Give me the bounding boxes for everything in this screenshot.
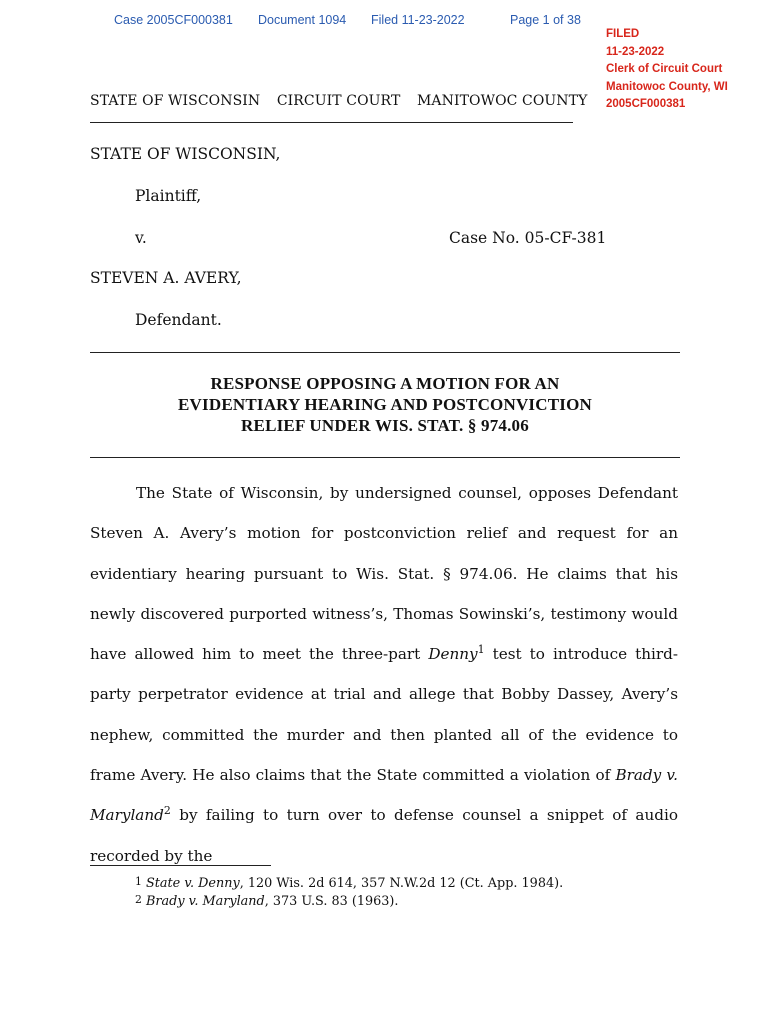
stamp-clerk: Clerk of Circuit Court: [606, 63, 723, 75]
body-text-part-3: by failing to turn over to defense counsel a snippet of audio recorded by the: [90, 806, 678, 865]
body-paragraph: [90, 473, 678, 876]
title-line-2: EVIDENTIARY HEARING AND POSTCONVICTION: [178, 395, 592, 414]
denny-citation: Denny: [428, 645, 478, 664]
footnote-2-case: Brady v. Maryland: [146, 894, 265, 909]
header-page-count: Page 1 of 38: [510, 13, 581, 27]
court-name: CIRCUIT COURT: [276, 93, 401, 109]
defendant-role: Defendant.: [135, 311, 222, 329]
title-line-3: RELIEF UNDER WIS. STAT. § 974.06: [241, 416, 529, 435]
stamp-filed: FILED: [606, 28, 640, 40]
plaintiff-role: Plaintiff,: [135, 187, 202, 205]
body-text: [90, 473, 678, 876]
court-line-rule: [90, 122, 573, 123]
court-line: [90, 93, 599, 109]
stamp-county: Manitowoc County, WI: [606, 80, 728, 93]
stamp-date: 11-23-2022: [606, 45, 665, 58]
filed-stamp: [606, 26, 728, 114]
court-county: MANITOWOC COUNTY: [416, 93, 588, 109]
footnote-ref-2[interactable]: 2: [163, 804, 171, 818]
header-filed-date: Filed 11-23-2022: [371, 13, 465, 27]
title-line-1: RESPONSE OPPOSING A MOTION FOR AN: [210, 374, 560, 393]
case-number: Case No. 05-CF-381: [449, 229, 607, 247]
footnote-separator: [90, 865, 271, 866]
header-case-number: Case 2005CF000381: [114, 13, 233, 27]
stamp-case: 2005CF000381: [606, 98, 686, 110]
body-text-part-2: test to introduce third-party perpetrator evidence at trial and allege that Bobby Dassey, Avery’s nephew, committed the murder and then planted all of the evidence to frame Avery. He also claims that the State committed a violation of: [90, 645, 678, 785]
plaintiff-name: STATE OF WISCONSIN,: [90, 145, 281, 163]
court-state: STATE OF WISCONSIN: [90, 93, 261, 109]
footnote-2: [135, 893, 563, 911]
versus: v.: [135, 229, 147, 247]
footnote-1-case: State v. Denny: [146, 876, 240, 891]
defendant-name: STEVEN A. AVERY,: [90, 269, 242, 287]
footnotes: [135, 875, 563, 911]
footnote-number-1: 1: [135, 875, 142, 888]
document-title: [90, 373, 680, 436]
header-document-number: Document 1094: [258, 13, 347, 27]
footnote-2-cite: , 373 U.S. 83 (1963).: [264, 894, 399, 909]
body-text-part-1: The State of Wisconsin, by undersigned counsel, opposes Defendant Steven A. Avery’s motion for postconviction relief and request for an evidentiary hearing pursuant to Wis. Stat. § 974.06. He claims that his newly discovered purported witness’s, Thomas Sowinski’s, testimony would have allowed him to meet the three-part: [90, 484, 678, 664]
caption-rule-top: [90, 352, 680, 353]
footnote-1: [135, 875, 563, 893]
footnote-1-cite: , 120 Wis. 2d 614, 357 N.W.2d 12 (Ct. App. 1984).: [239, 876, 564, 891]
footnote-ref-1[interactable]: 1: [477, 643, 485, 657]
footnote-number-2: 2: [135, 893, 142, 906]
caption-rule-bottom: [90, 457, 680, 458]
brady-citation: Brady v. Maryland: [90, 766, 679, 825]
